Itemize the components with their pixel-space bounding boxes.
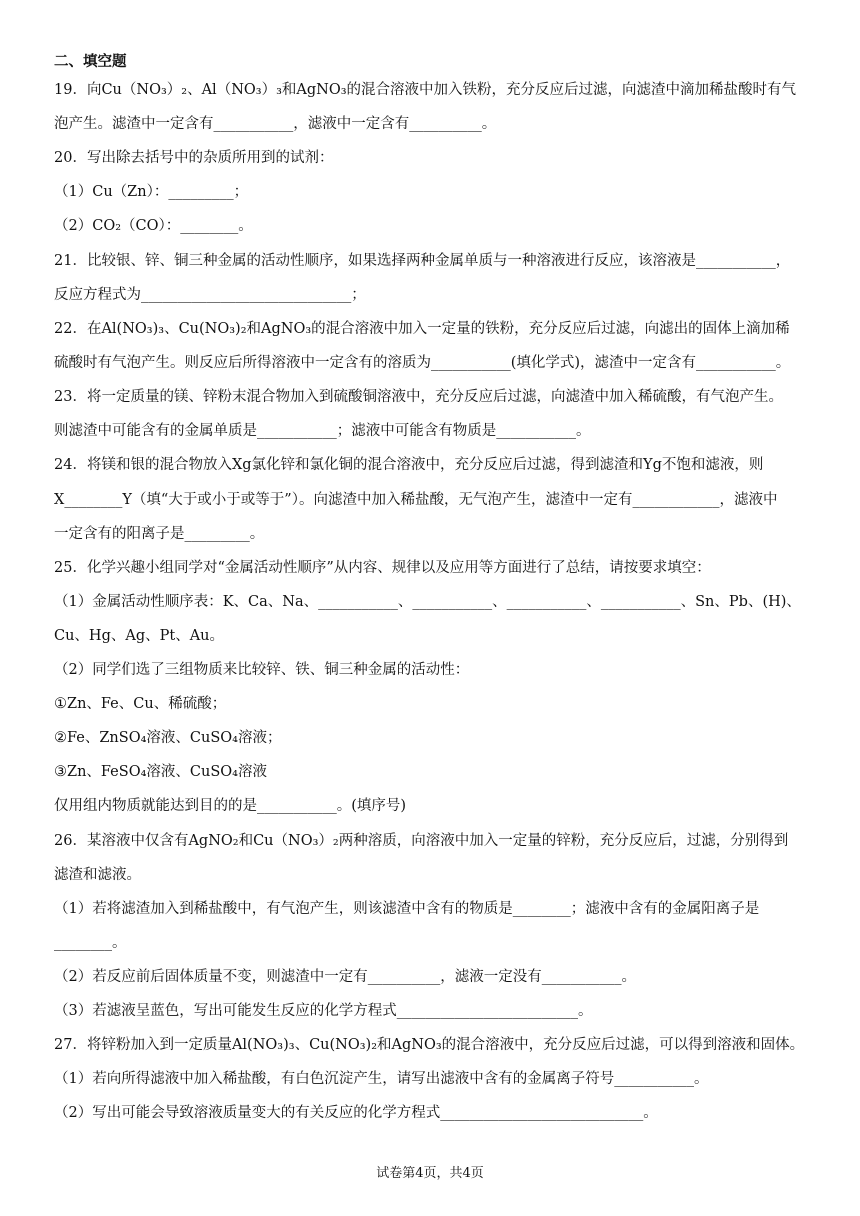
q25-part-1-cont: Cu、Hg、Ag、Pt、Au。 [54, 628, 225, 644]
q19-line-1: 19．向Cu（NO₃）₂、Al（NO₃）₃和AgNO₃的混合溶液中加入铁粉，充分反应后过滤，向滤渣中滴加稀盐酸时有气 [54, 82, 797, 98]
q24-line-3: 一定含有的阳离子是_________。 [54, 526, 265, 542]
q25-part-2-question: 仅用组内物质就能达到目的的是___________。(填序号) [54, 798, 407, 814]
q24-line-2: X________Y（填“大于或小于或等于”）。向滤渣中加入稀盐酸，无气泡产生，滤渣中一定有____________，滤液中 [54, 492, 778, 508]
q25-line-1: 25．化学兴趣小组同学对“金属活动性顺序”从内容、规律以及应用等方面进行了总结，请按要求填空： [54, 560, 711, 576]
q25-part-2: （2）同学们选了三组物质来比较锌、铁、铜三种金属的活动性： [54, 662, 470, 678]
q27-part-1: （1）若向所得滤液中加入稀盐酸，有白色沉淀产生，请写出滤液中含有的金属离子符号___________。 [54, 1071, 709, 1087]
q20-part-1: （1）Cu（Zn）：_________； [54, 184, 249, 200]
q25-option-3: ③Zn、FeSO₄溶液、CuSO₄溶液 [54, 764, 267, 780]
q26-part-1: （1）若将滤渣加入到稀盐酸中，有气泡产生，则该滤渣中含有的物质是________；滤液中含有的金属阳离子是 [54, 901, 760, 917]
q26-part-1-cont: ________。 [54, 935, 127, 951]
q26-part-3: （3）若滤液呈蓝色，写出可能发生反应的化学方程式_________________________。 [54, 1003, 593, 1019]
q23-line-1: 23．将一定质量的镁、锌粉末混合物加入到硫酸铜溶液中，充分反应后过滤，向滤渣中加入稀硫酸，有气泡产生。 [54, 389, 783, 405]
q26-line-2: 滤渣和滤液。 [54, 867, 141, 883]
q20-line-1: 20．写出除去括号中的杂质所用到的试剂： [54, 150, 334, 166]
q27-line-1: 27．将锌粉加入到一定质量Al(NO₃)₃、Cu(NO₃)₂和AgNO₃的混合溶液中，充分反应后过滤，可以得到溶液和固体。 [54, 1037, 805, 1053]
q25-part-1: （1）金属活动性顺序表：K、Ca、Na、___________、___________、___________、___________、Sn、Pb、(H)、 [54, 594, 801, 610]
section-title: 二、填空题 [54, 54, 127, 70]
q26-part-2: （2）若反应前后固体质量不变，则滤渣中一定有__________，滤液一定没有___________。 [54, 969, 636, 985]
q27-part-2: （2）写出可能会导致溶液质量变大的有关反应的化学方程式____________________________。 [54, 1105, 658, 1121]
q21-line-1: 21．比较银、锌、铜三种金属的活动性顺序，如果选择两种金属单质与一种溶液进行反应，该溶液是___________， [54, 253, 791, 269]
q22-line-1: 22．在Al(NO₃)₃、Cu(NO₃)₂和AgNO₃的混合溶液中加入一定量的铁粉，充分反应后过滤，向滤出的固体上滴加稀 [54, 321, 790, 337]
q20-part-2: （2）CO₂（CO）：________。 [54, 218, 253, 234]
page-footer: 试卷第4页，共4页 [376, 1166, 484, 1181]
q25-option-1: ①Zn、Fe、Cu、稀硫酸； [54, 696, 227, 712]
q21-line-2: 反应方程式为_____________________________； [54, 287, 366, 303]
q25-option-2: ②Fe、ZnSO₄溶液、CuSO₄溶液； [54, 730, 282, 746]
q22-line-2: 硫酸时有气泡产生。则反应后所得溶液中一定含有的溶质为___________(填化学式)，滤渣中一定含有___________。 [54, 355, 791, 371]
q24-line-1: 24．将镁和银的混合物放入Xg氯化锌和氯化铜的混合溶液中，充分反应后过滤，得到滤渣和Yg不饱和滤液，则 [54, 457, 764, 473]
q19-line-2: 泡产生。滤渣中一定含有___________，滤液中一定含有__________。 [54, 116, 497, 132]
q23-line-2: 则滤渣中可能含有的金属单质是___________；滤液中可能含有物质是___________。 [54, 423, 591, 439]
q26-line-1: 26．某溶液中仅含有AgNO₂和Cu（NO₃）₂两种溶质，向溶液中加入一定量的锌粉，充分反应后，过滤，分别得到 [54, 833, 789, 849]
